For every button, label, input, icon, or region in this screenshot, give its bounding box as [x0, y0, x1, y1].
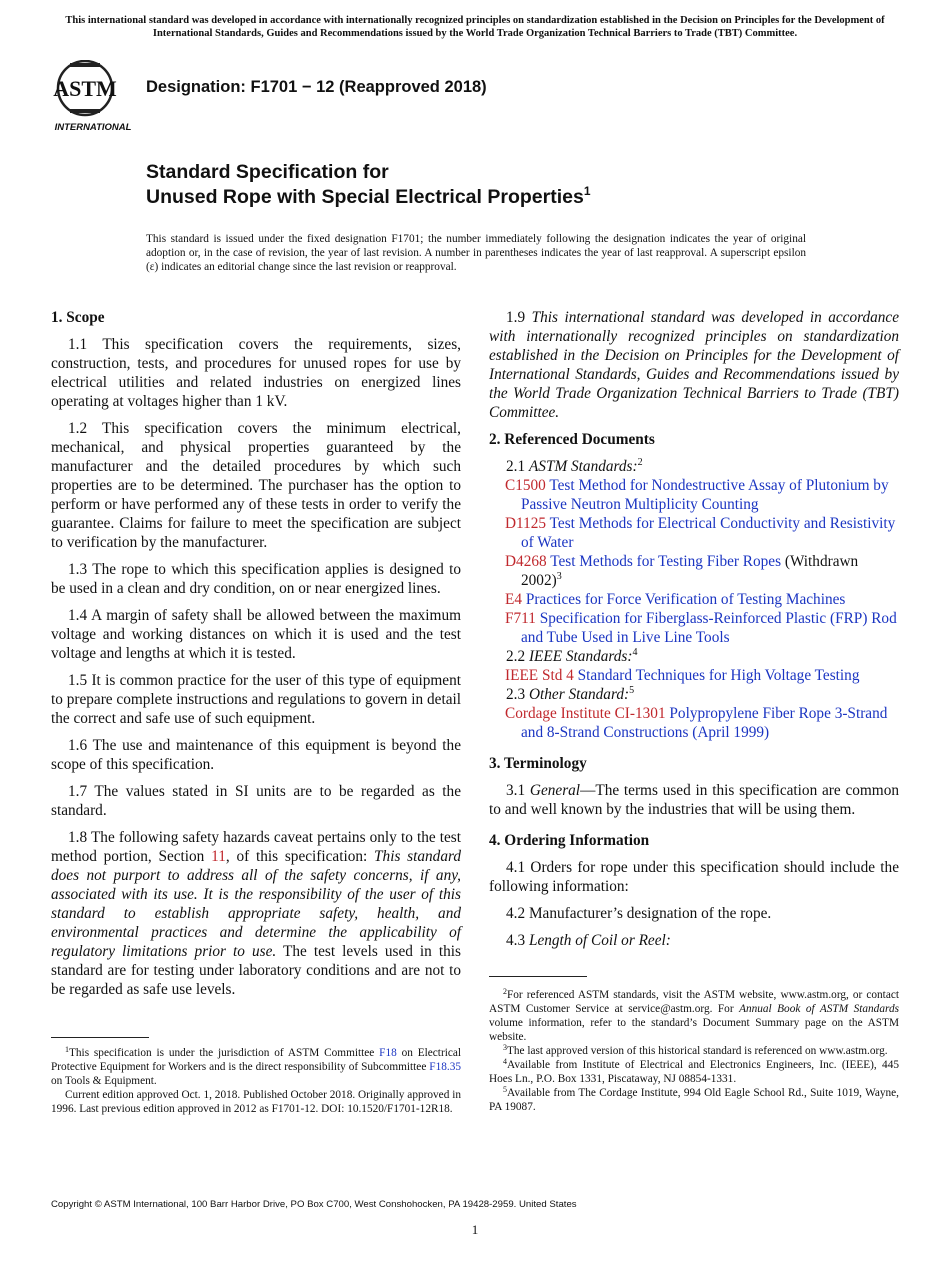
fn3-mark: 3 [503, 1043, 507, 1052]
other-standard-label [489, 685, 899, 704]
ref-title[interactable]: Test Methods for Testing Fiber Ropes [550, 553, 782, 570]
p3-1-term: General [529, 782, 581, 799]
fn2-mark: 2 [503, 987, 507, 996]
reference-item[interactable] [489, 704, 899, 742]
fn3-text: The last approved version of this historical standard is referenced on www.astm.org. [507, 1045, 888, 1057]
right-column [489, 308, 899, 958]
fn1-text-b: on Electrical Protective Equipment for Workers and is the direct responsibility of Subcommittee [51, 1047, 462, 1073]
title-footnote-mark[interactable]: 1 [583, 184, 591, 198]
section-11-link[interactable]: 11 [211, 848, 226, 865]
footnotes-left [51, 1046, 461, 1116]
other-num: 2.3 [506, 686, 526, 703]
copyright: Copyright © ASTM International, 100 Barr Harbor Drive, PO Box C700, West Conshohocken, PA 19428-2959. United States [51, 1199, 577, 1210]
p1-8-caveat: This standard does not purport to address all of the safety concerns, if any, associated with its use. It is the responsibility of the user of this standard to establish appropriate safety, health, and environmental practices and determine the applicability of regulatory limitations prior to use. [51, 848, 462, 960]
ieee-label: IEEE Standards: [528, 648, 633, 665]
astm-label: ASTM Standards: [528, 458, 638, 475]
section-heading-terminology: 3. Terminology [489, 755, 587, 772]
p1-9-num: 1.9 [506, 309, 526, 326]
footnote-4 [489, 1058, 899, 1086]
fn1-mark: 1 [65, 1045, 69, 1054]
ieee-standards-label [489, 647, 899, 666]
reference-item[interactable] [489, 609, 899, 647]
paragraph-3-1 [489, 781, 899, 819]
p1-8-text-c: The test levels used in this standard are for testing under laboratory conditions and are not to be regarded as safe use levels. [51, 943, 461, 998]
footnote-edition: Current edition approved Oct. 1, 2018. Published October 2018. Originally approved in 1996. Last previous edition approved in 2012 as F1701-12. DOI: 10.1520/F1701-12R18. [51, 1089, 461, 1115]
logo-text: ASTM [53, 76, 117, 101]
ref-title[interactable]: Test Methods for Electrical Conductivity and Resistivity of Water [521, 515, 896, 551]
paragraph-1-7: 1.7 The values stated in SI units are to be regarded as the standard. [51, 783, 461, 819]
ref-code[interactable]: D4268 [505, 553, 547, 570]
fn2-text-b: volume information, refer to the standard’s Document Summary page on the ASTM website. [489, 1017, 899, 1043]
fn2-italic: Annual Book of ASTM Standards [739, 1003, 899, 1015]
fn2-text-a: For referenced ASTM standards, visit the ASTM website, www.astm.org, or contact ASTM Customer Service at service@astm.org. For [489, 989, 899, 1015]
logo-caption: INTERNATIONAL [54, 122, 132, 133]
other-label: Other Standard: [528, 686, 630, 703]
left-column [51, 308, 461, 1007]
fn5-mark: 5 [503, 1085, 507, 1094]
fn4-mark: 4 [503, 1057, 507, 1066]
footnote-rule-left [51, 1037, 149, 1038]
fn4-text: Available from Institute of Electrical and Electronics Engineers, Inc. (IEEE), 445 Hoes Ln., P.O. Box 1331, Piscataway, NJ 08854-1331. [489, 1059, 899, 1085]
p1-8-text-b: , of this specification: [225, 848, 368, 865]
ref-code[interactable]: C1500 [505, 477, 546, 494]
paragraph-1-1: 1.1 This specification covers the requirements, sizes, construction, tests, and procedures for unused ropes for use by electrical utilities and related industries on energized lines operating at voltages higher than 1 kV. [51, 336, 461, 410]
astm-standards-label [489, 457, 899, 476]
ref-title[interactable]: Standard Techniques for High Voltage Testing [577, 667, 860, 684]
fn1-text-c: on Tools & Equipment. [51, 1075, 157, 1087]
document-title [146, 160, 591, 210]
paragraph-4-1: 4.1 Orders for rope under this specification should include the following information: [489, 859, 899, 895]
paragraph-4-2: 4.2 Manufacturer’s designation of the rope. [506, 905, 772, 922]
fn1-text-a: This specification is under the jurisdiction of ASTM Committee [69, 1047, 375, 1059]
astm-sup: 2 [637, 457, 643, 468]
paragraph-1-9 [489, 308, 899, 422]
ref-title[interactable]: Practices for Force Verification of Testing Machines [525, 591, 846, 608]
reference-item[interactable] [489, 552, 899, 590]
title-line1: Standard Specification for [146, 161, 389, 183]
footnotes-right [489, 988, 899, 1114]
p3-1-text: —The terms used in this specification are common to and well known by the industries that will be using them. [489, 782, 900, 818]
ieee-sup: 4 [632, 647, 638, 658]
page-number: 1 [471, 1222, 479, 1237]
designation: Designation: F1701 − 12 (Reapproved 2018) [146, 78, 487, 96]
other-sup: 5 [629, 685, 635, 696]
ieee-num: 2.2 [506, 648, 526, 665]
p3-1-num: 3.1 [506, 782, 526, 799]
p1-8-text-a: 1.8 The following safety hazards caveat pertains only to the test method portion, Section [51, 829, 461, 865]
p4-3-num: 4.3 [506, 932, 526, 949]
ref-code[interactable]: IEEE Std 4 [505, 667, 574, 684]
section-heading-ordering: 4. Ordering Information [489, 832, 650, 849]
reference-item[interactable] [489, 514, 899, 552]
footnote-5 [489, 1086, 899, 1114]
ref-code[interactable]: Cordage Institute CI-1301 [505, 705, 666, 722]
paragraph-4-3 [489, 931, 899, 950]
f18-link[interactable]: F18 [379, 1047, 397, 1059]
ref-code[interactable]: E4 [505, 591, 522, 608]
reference-item[interactable] [489, 476, 899, 514]
paragraph-1-6: 1.6 The use and maintenance of this equipment is beyond the scope of this specification. [51, 737, 461, 773]
ref-title[interactable]: Specification for Fiberglass-Reinforced Plastic (FRP) Rod and Tube Used in Live Line Tools [521, 610, 897, 646]
paragraph-1-2: 1.2 This specification covers the minimum electrical, mechanical, and physical properties guaranteed by the manufacturer and the detailed procedures by which such properties are to be determined. The purchaser has the option to perform or have performed any of these tests in order to verify the guarantee. Claims for failure to meet the specification are subject to verification by the manufacturer. [51, 420, 461, 551]
ref-sup: 3 [556, 571, 562, 582]
section-heading-referenced: 2. Referenced Documents [489, 431, 655, 448]
intro-paragraph: This standard is issued under the fixed designation F1701; the number immediately following the designation indicates the year of original adoption or, in the case of revision, the year of last revision. A number in parentheses indicates the year of last reapproval. A superscript epsilon (ε) indicates an editorial change since the last revision or reapproval. [146, 233, 806, 273]
ref-code[interactable]: D1125 [505, 515, 547, 532]
f18-35-link[interactable]: F18.35 [429, 1061, 461, 1073]
footnote-1 [51, 1046, 461, 1088]
reference-item[interactable] [489, 666, 899, 685]
paragraph-1-4: 1.4 A margin of safety shall be allowed between the maximum voltage and working distances on which it is used and the test voltage and lengths at which it is tested. [51, 607, 461, 662]
paragraph-1-5: 1.5 It is common practice for the user of this type of equipment to prepare complete instructions and regulations to govern in detail the correct and safe use of such equipment. [51, 672, 461, 727]
title-line2: Unused Rope with Special Electrical Properties [146, 186, 584, 208]
astm-logo-icon [52, 60, 136, 134]
ref-title[interactable]: Polypropylene Fiber Rope 3-Strand and 8-Strand Constructions (April 1999) [521, 705, 888, 741]
paragraph-1-3: 1.3 The rope to which this specification applies is designed to be used in a clean and dry condition, on or near energized lines. [51, 561, 461, 597]
p4-3-text: Length of Coil or Reel: [528, 932, 671, 949]
reference-item[interactable] [489, 590, 899, 609]
fn5-text: Available from The Cordage Institute, 994 Old Eagle School Rd., Suite 1019, Wayne, PA 19087. [489, 1087, 899, 1113]
ref-code[interactable]: F711 [505, 610, 536, 627]
section-heading-scope: 1. Scope [51, 309, 105, 326]
footnote-3 [489, 1044, 899, 1058]
paragraph-1-8 [51, 828, 461, 999]
p1-9-text: This international standard was developed in accordance with internationally recognized principles on standardization established in the Decision on Principles for the Development of International Standards, Guides and Recommendations issued by the World Trade Organization Technical Barriers to Trade (TBT) Committee. [489, 309, 900, 421]
ref-suffix: (Withdrawn 2002) [521, 553, 859, 589]
footnote-2 [489, 988, 899, 1044]
top-note: This international standard was developed in accordance with internationally recognized principles on standardization established in the Decision on Principles for the Development of International Standards, Guides and Recommendations issued by the World Trade Organization Technical Barriers to Trade (TBT) Committee. [65, 15, 885, 39]
ref-title[interactable]: Test Method for Nondestructive Assay of Plutonium by Passive Neutron Multiplicity Counting [521, 477, 889, 513]
footnote-rule-right [489, 976, 587, 977]
astm-num: 2.1 [506, 458, 526, 475]
